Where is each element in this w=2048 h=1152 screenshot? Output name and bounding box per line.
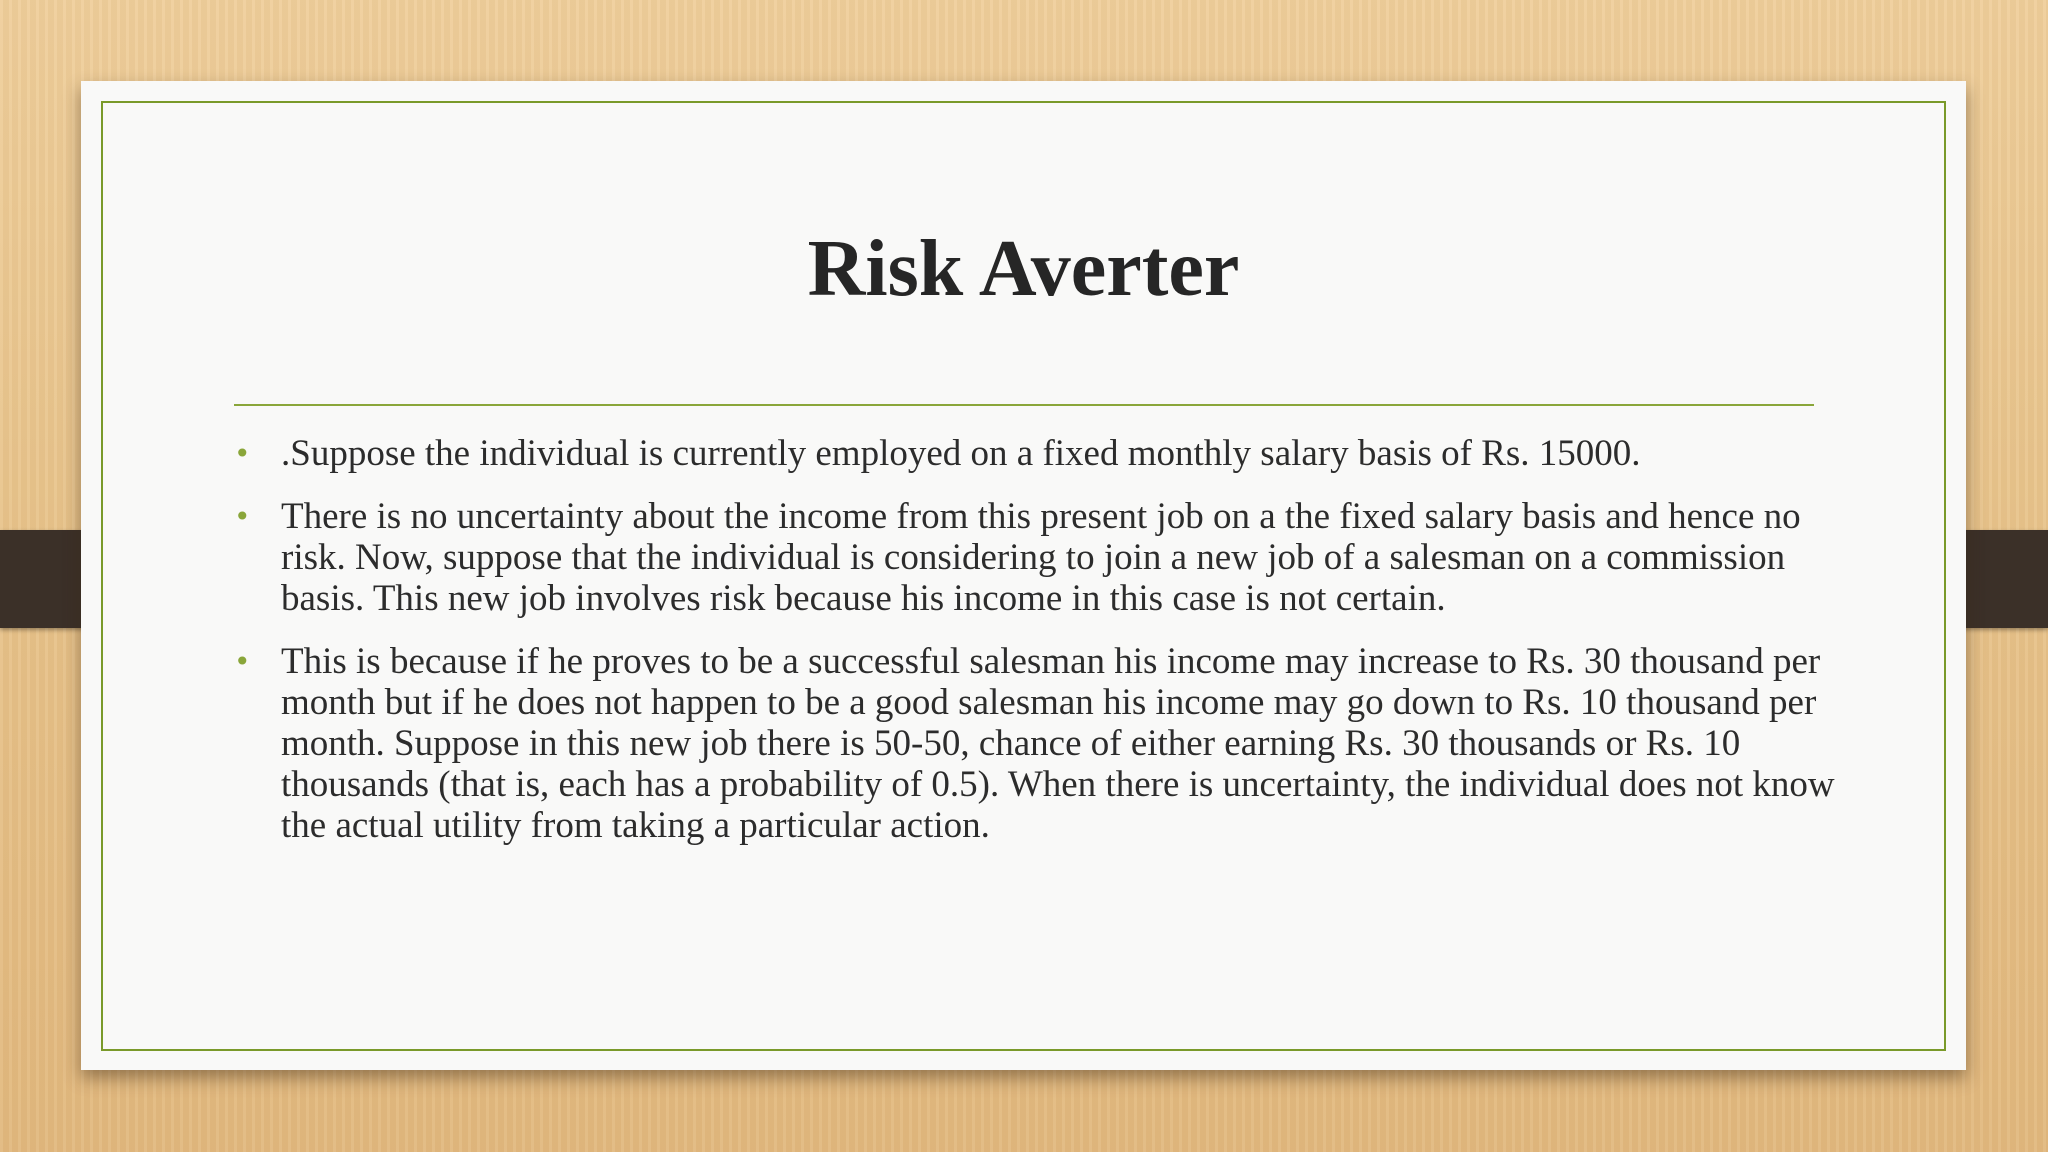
bullet-text: .Suppose the individual is currently employed on a fixed monthly salary basis of Rs. 15000. xyxy=(281,433,1641,474)
bullet-text: This is because if he proves to be a successful salesman his income may increase to Rs. 30 thousand per month but if he does not happen to be a good salesman his income may go down to Rs. 10 thousand per month. Suppose in this new job there is 50-50, chance of either earning Rs. 30 thousands or Rs. 10 thousands (that is, each has a probability of 0.5). When there is uncertainty, the individual does not know the actual utility from taking a particular action. xyxy=(281,641,1835,846)
bullet-list xyxy=(234,433,1874,868)
bullet-text: There is no uncertainty about the income from this present job on a the fixed salary basis and hence no risk. Now, suppose that the individual is considering to join a new job of a salesman on a commission basis. This new job involves risk because his income in this case is not certain. xyxy=(281,496,1801,619)
slide-title: Risk Averter xyxy=(807,225,1240,313)
bullet-icon: • xyxy=(234,645,251,678)
bullet-item xyxy=(234,433,1874,474)
bullet-icon: • xyxy=(234,500,251,533)
slide xyxy=(81,81,1966,1070)
bullet-icon: • xyxy=(234,437,251,470)
bullet-item xyxy=(234,496,1874,619)
title-divider xyxy=(234,404,1814,406)
bullet-item xyxy=(234,641,1874,846)
